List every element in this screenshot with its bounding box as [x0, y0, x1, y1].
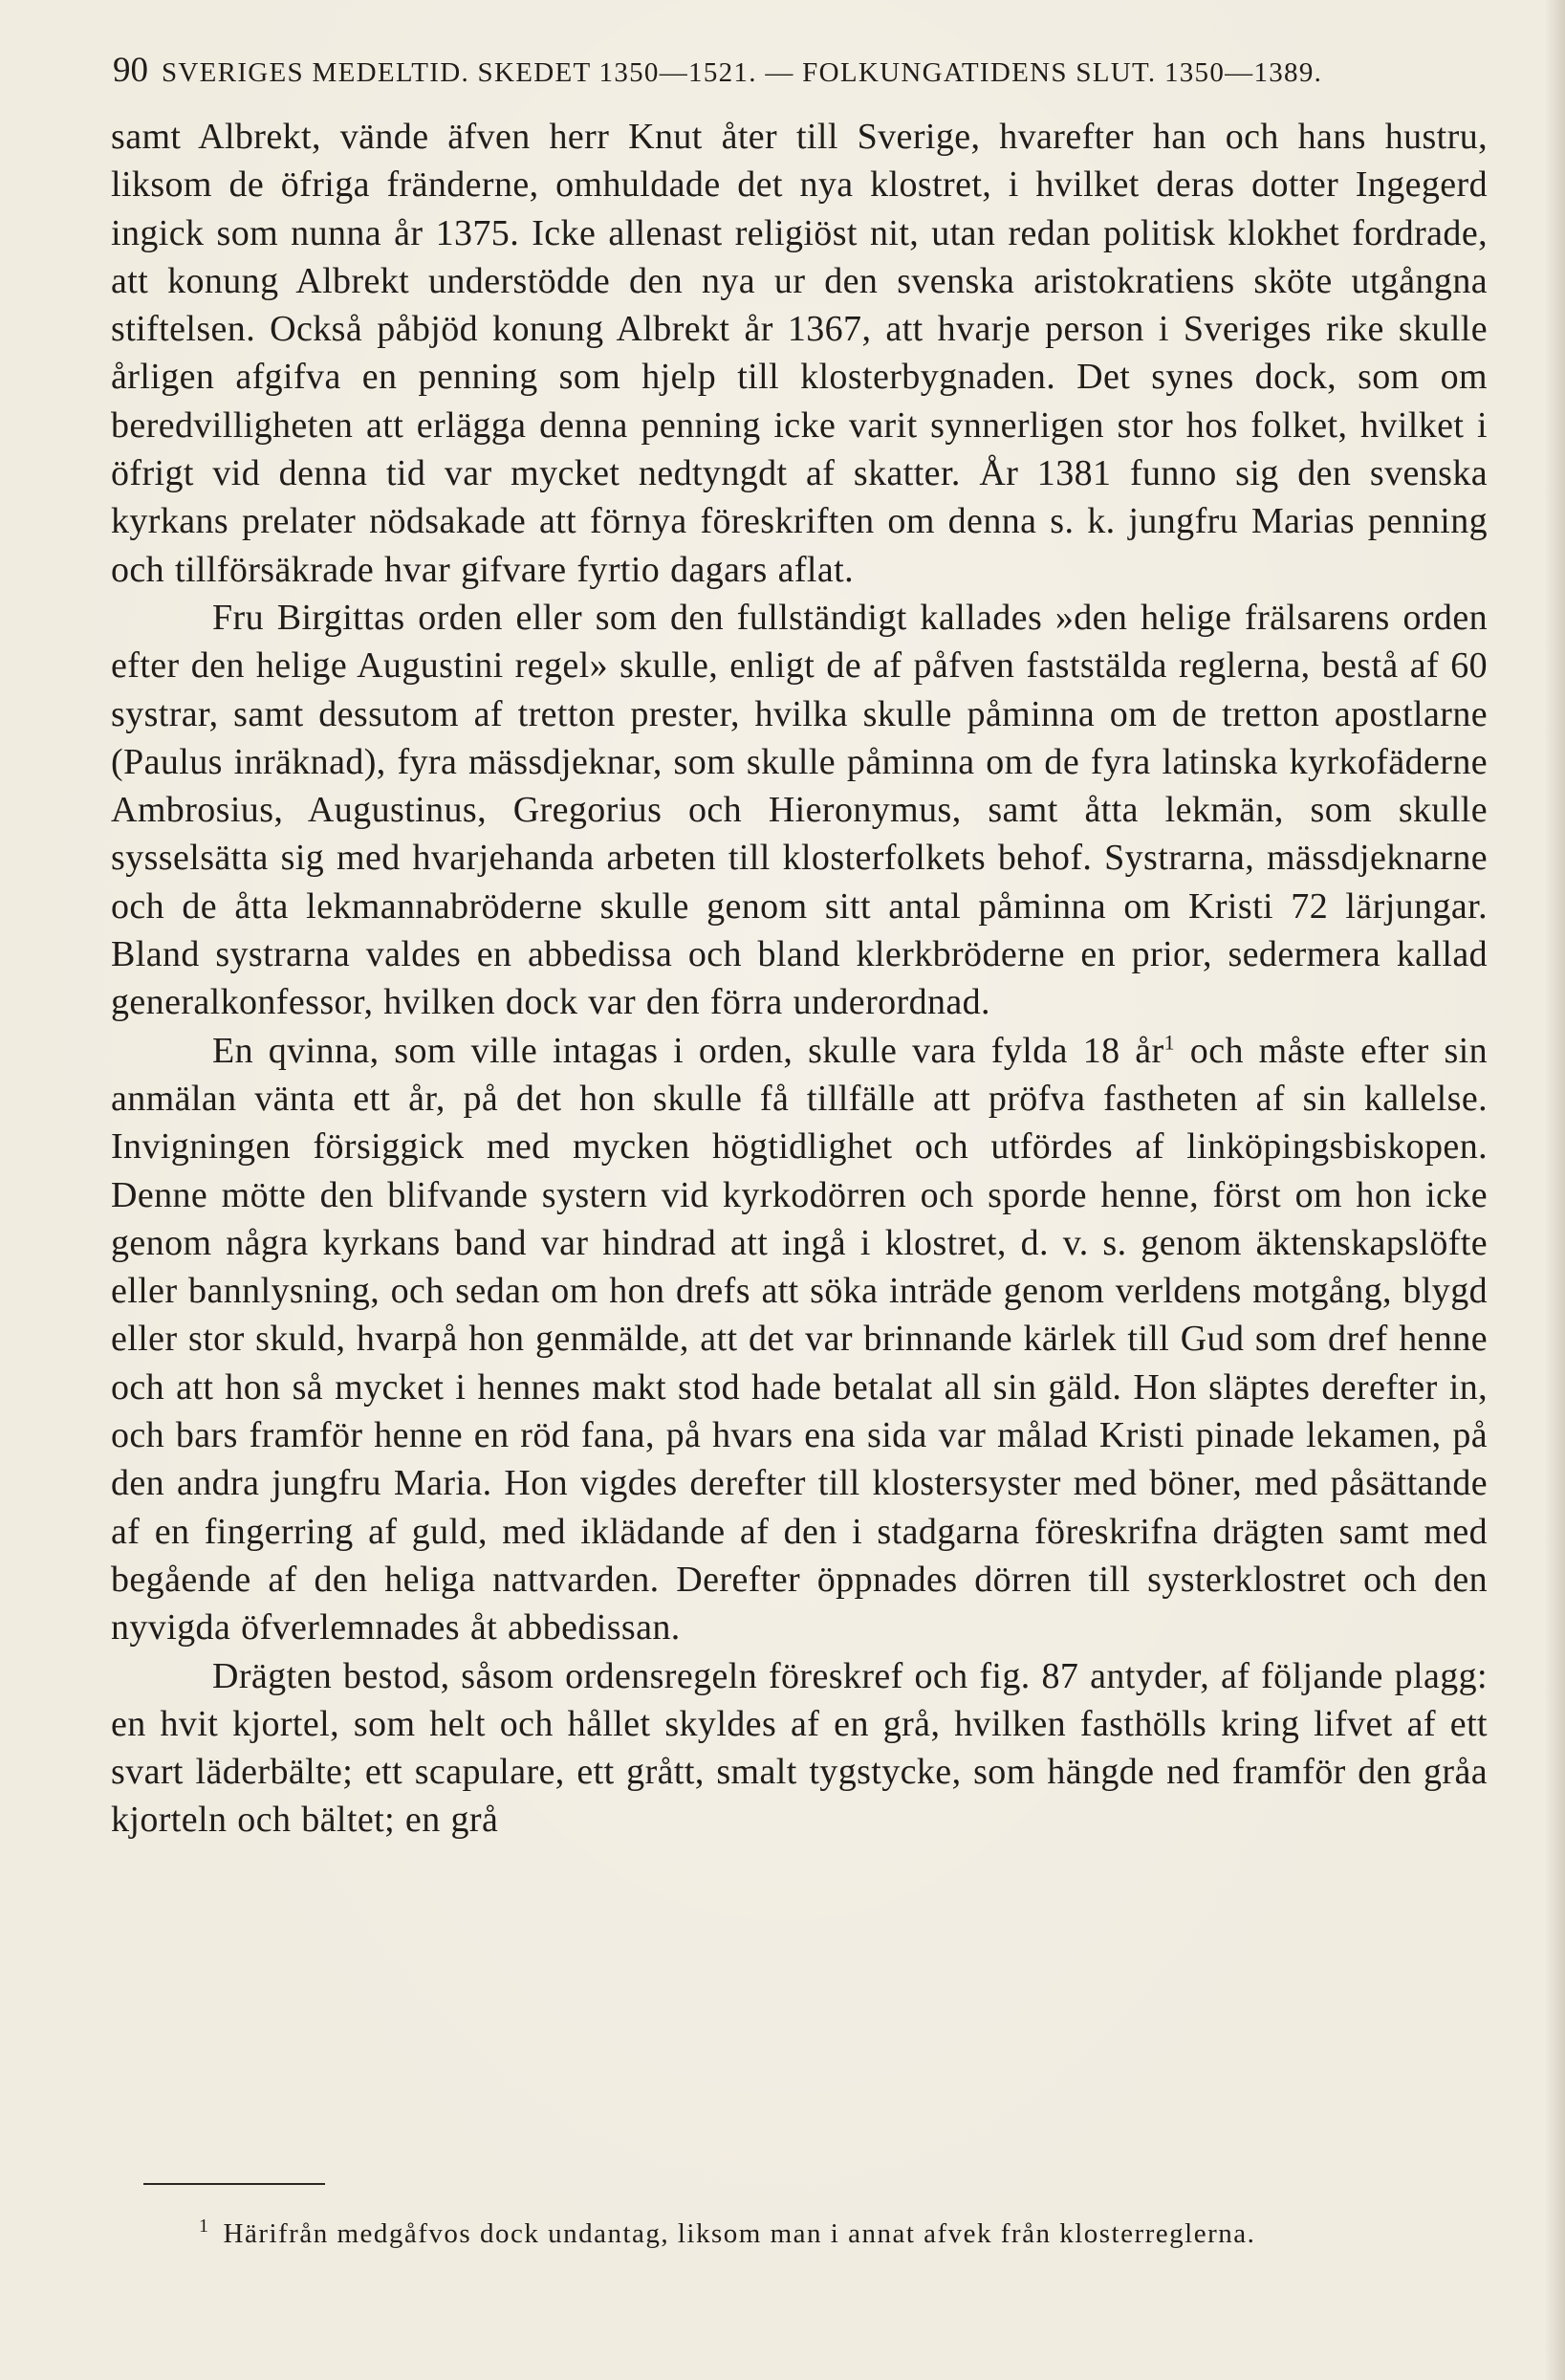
paragraph-dress: Drägten bestod, såsom ordensregeln föreskref och fig. 87 antyder, af följande plagg: en hvit kjortel, som helt och hållet skyldes af en grå, hvilken fasthölls kring lifvet af ett svart läderbälte; ett scapulare, ett grått, smalt tygstycke, som hängde ned framför den gråa kjorteln och bältet; en grå — [111, 1655, 1488, 1841]
footnote-rule — [143, 2183, 325, 2185]
page-edge-shadow — [1544, 0, 1565, 2380]
footnote-reference: 1 — [1163, 1029, 1176, 1054]
running-header — [113, 50, 1489, 91]
paragraph-continuation: samt Albrekt, vände äfven herr Knut åter till Sverige, hvarefter han och hans hustru, liksom de öfriga fränderne, omhuldade det nya klostret, i hvilket deras dotter Ingegerd ingick som nunna år 1375. Icke allenast religiöst nit, utan redan politisk klokhet fordrade, att konung Albrekt understödde den nya ur den svenska aristokratiens sköte utgångna stiftelsen. Också påbjöd konung Albrekt år 1367, att hvarje person i Sveriges rike skulle årligen afgifva en penning som hjelp till klosterbygnaden. Det synes dock, som om beredvilligheten att erlägga denna penning icke varit synnerligen stor hos folket, hvilket i öfrigt vid denna tid var mycket nedtyngdt af skatter. År 1381 funno sig den svenska kyrkans prelater nödsakade att förnya föreskriften om denna s. k. jungfru Marias penning och tillförsäkrade hvar gifvare fyrtio dagars aflat. — [111, 117, 1488, 590]
footnote-mark: 1 — [199, 2216, 210, 2238]
body-text — [111, 113, 1488, 1845]
page-number: 90 — [113, 51, 148, 90]
paragraph-admission-rest: och måste efter sin anmälan vänta ett år, på det hon skulle få tillfälle att pröfva fastheten af sin kallelse. Invigningen försiggick med mycken högtidlighet och utfördes af linköpingsbiskopen. Denne mötte den blifvande systern vid kyrkodörren och sporde henne, först om hon icke genom några kyrkans band var hindrad att ingå i klostret, d. v. s. genom äktenskapslöfte eller bannlysning, och sedan om hon drefs att söka inträde genom verldens motgång, blygd eller stor skuld, hvarpå hon genmälde, att det var brinnande kärlek till Gud som dref henne och att hon så mycket i hennes makt stod hade betalat all sin gäld. Hon släptes derefter in, och bars framför henne en röd fana, på hvars ena sida var målad Kristi pinade lekamen, på den andra jungfru Maria. Hon vigdes derefter till klostersyster med böner, med påsättande af en fingerring af guld, med iklädande af den i stadgarna föreskrifna drägten samt med begående af den heliga nattvarden. Derefter öppnades dörren till systerklostret och den nyvigda öfverlemnades åt abbedissan. — [111, 1030, 1488, 1649]
paragraph-admission — [111, 1027, 1488, 1652]
footnote — [199, 2216, 1470, 2251]
footnote-text: Härifrån medgåfvos dock undantag, liksom man i annat afvek från klosterreglerna. — [223, 2218, 1256, 2249]
paragraph-order-rules: Fru Birgittas orden eller som den fullständigt kallades »den helige frälsarens orden efter den helige Augustini regel» skulle, enligt de af påfven faststälda reglerna, bestå af 60 systrar, samt dessutom af tretton prester, hvilka skulle påminna om de tretton apostlarne (Paulus inräknad), fyra mässdjeknar, som skulle påminna om de fyra latinska kyrkofäderne Ambrosius, Augustinus, Gregorius och Hieronymus, samt åtta lekmän, som skulle sysselsätta sig med hvarjehanda arbeten till klosterfolkets behof. Systrarna, mässdjeknarne och de åtta lekmannabröderne skulle genom sitt antal påminna om Kristi 72 lärjungar. Bland systrarna valdes en abbedissa och bland klerkbröderne en prior, sedermera kallad generalkonfessor, hvilken dock var den förra underordnad. — [111, 597, 1488, 1023]
paragraph-admission-start: En qvinna, som ville intagas i orden, skulle vara fylda 18 år — [212, 1030, 1164, 1071]
running-title: SVERIGES MEDELTID. SKEDET 1350—1521. — FOLKUNGATIDENS SLUT. 1350—1389. — [162, 57, 1323, 88]
